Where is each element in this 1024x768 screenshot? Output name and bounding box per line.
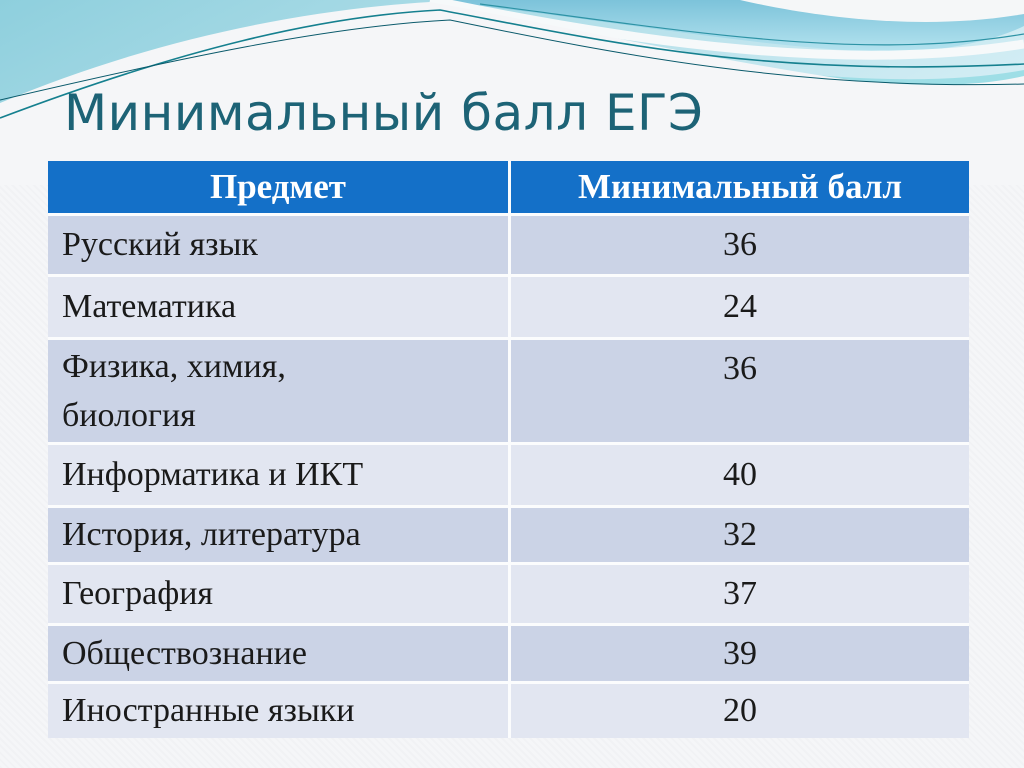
slide-title: Минимальный балл ЕГЭ xyxy=(64,84,704,142)
score-cell: 40 xyxy=(511,445,969,505)
subject-cell: Обществознание xyxy=(48,626,508,681)
score-cell: 36 xyxy=(511,216,969,274)
score-cell: 37 xyxy=(511,565,969,623)
score-table xyxy=(48,161,969,738)
subject-cell: Физика, химия, биология xyxy=(48,340,508,442)
subject-cell: Русский язык xyxy=(48,216,508,274)
score-cell: 24 xyxy=(511,277,969,337)
score-cell: 36 xyxy=(511,340,969,442)
score-cell: 20 xyxy=(511,684,969,738)
score-cell: 39 xyxy=(511,626,969,681)
subject-cell: Математика xyxy=(48,277,508,337)
column-header-subject: Предмет xyxy=(48,161,508,213)
subject-cell: Иностранные языки xyxy=(48,684,508,738)
score-cell: 32 xyxy=(511,508,969,562)
column-header-score: Минимальный балл xyxy=(511,161,969,213)
subject-cell: География xyxy=(48,565,508,623)
subject-cell: История, литература xyxy=(48,508,508,562)
subject-cell: Информатика и ИКТ xyxy=(48,445,508,505)
